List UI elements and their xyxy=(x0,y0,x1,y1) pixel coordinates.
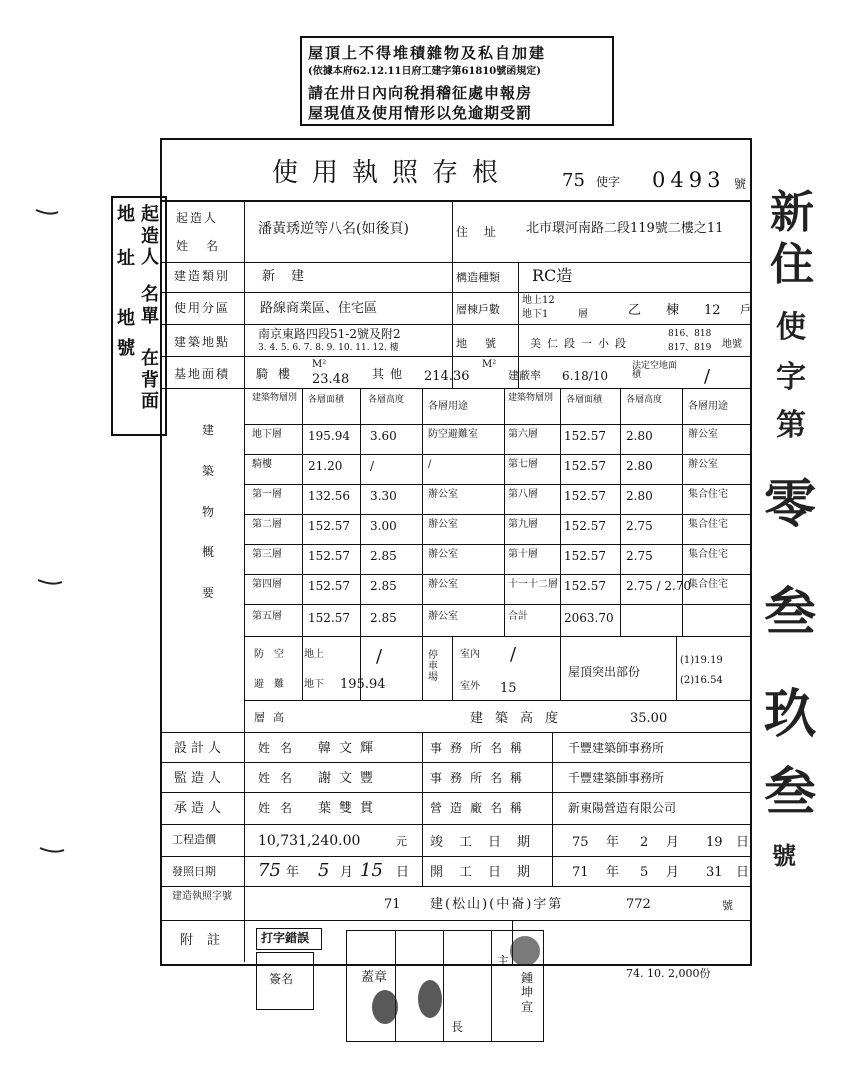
floor-name: 第七層 xyxy=(508,459,538,470)
side-left-1: 地 xyxy=(117,204,135,225)
lot-numbers-2: 817、819 xyxy=(668,343,712,353)
right-char-6: 零 xyxy=(764,474,817,535)
floor-height: 2.75 xyxy=(626,549,653,563)
permit-year: 75 xyxy=(562,170,585,191)
floor-use: 辦公室 xyxy=(428,549,458,560)
start-day-unit: 日 xyxy=(736,865,750,880)
permit-ref-number: 772 xyxy=(626,897,651,912)
col-height-left: 各層高度 xyxy=(368,395,405,405)
side-left-2: 址 xyxy=(117,248,135,269)
completion-month: 2 xyxy=(640,835,649,850)
applicant-label-a: 起造人 xyxy=(176,211,219,225)
floor-height: 2.85 xyxy=(370,611,397,625)
floor-height: 3.60 xyxy=(370,429,397,443)
col-use-left: 各層用途 xyxy=(428,401,468,412)
ink-smudge-2 xyxy=(418,980,442,1018)
floor-height: 2.80 xyxy=(626,429,653,443)
floor-area: 152.57 xyxy=(564,429,606,443)
floor-name: 合計 xyxy=(508,611,528,622)
cost-unit: 元 xyxy=(396,835,407,848)
floor-area: 152.57 xyxy=(564,549,606,563)
ink-smudge-3 xyxy=(510,936,540,966)
floor-use: 辦公室 xyxy=(428,611,458,622)
floor-use: 辦公室 xyxy=(688,429,718,440)
building-type-value: 新建 xyxy=(262,269,321,284)
side-col-1: 起造人 xyxy=(141,204,159,269)
permit-ref-suffix: 號 xyxy=(722,899,733,912)
floors-count-label: 層棟戶數 xyxy=(456,303,500,316)
total-height-label: 建築高度 xyxy=(470,711,571,726)
issue-year: 75 xyxy=(258,860,281,881)
floor-area: 152.57 xyxy=(564,489,606,503)
side-col-2: 名單 xyxy=(141,284,159,327)
address-label: 住址 xyxy=(456,225,513,239)
floor-height: 2.85 xyxy=(370,549,397,563)
right-char-2: 住 xyxy=(770,239,814,290)
permit-type: 使字 xyxy=(596,175,621,189)
notice-line-1: 屋頂上不得堆積雜物及私自加建 xyxy=(308,44,547,62)
person-office: 千豐建築師事務所 xyxy=(568,771,665,785)
floors-above: 地上12 xyxy=(522,295,555,306)
permit-number: 0493 xyxy=(652,168,726,192)
floor-name: 第二層 xyxy=(252,519,282,530)
person-office-label: 事務所名稱 xyxy=(430,771,531,785)
lot-suffix: 地號 xyxy=(722,339,742,350)
floor-height: 2.75 xyxy=(626,519,653,533)
lot-numbers-1: 816、818 xyxy=(668,329,712,339)
floor-name: 第五層 xyxy=(252,611,282,622)
print-run: 74. 10. 2,000份 xyxy=(626,967,711,980)
ink-smudge-1 xyxy=(372,990,398,1024)
shelter-label-1: 防空 xyxy=(254,649,294,660)
person-name: 韓文輝 xyxy=(318,741,382,756)
floor-use: 防空避難室 xyxy=(428,429,478,440)
permit-ref-text: 建(松山)(中崙)字第 xyxy=(430,897,564,912)
person-office: 千豐建築師事務所 xyxy=(568,741,665,755)
seal-block-text-2: 長 xyxy=(451,1020,464,1034)
remarks-label: 附註 xyxy=(180,933,235,948)
issue-month-unit: 月 xyxy=(340,865,354,880)
lot-district: 美仁段一小段 xyxy=(530,337,632,350)
person-office-label: 營造廠名稱 xyxy=(430,801,531,815)
shelter-below-value: 195.94 xyxy=(340,677,386,692)
floor-area: 2063.70 xyxy=(564,611,614,625)
total-height-value: 35.00 xyxy=(630,711,668,726)
floor-height: 2.80 xyxy=(626,489,653,503)
coverage-label: 建蔽率 xyxy=(508,369,541,382)
side-note xyxy=(111,196,167,436)
open-space-label: 法定空地面積 xyxy=(632,361,678,380)
floor-name: 第四層 xyxy=(252,579,282,590)
form-title: 使用執照存根 xyxy=(272,158,513,188)
col-area-left: 各層面積 xyxy=(308,395,345,405)
floor-use: / xyxy=(428,459,432,470)
arcade-area: 23.48 xyxy=(312,372,350,387)
parking-indoor-label: 室內 xyxy=(460,649,480,660)
floor-name: 騎樓 xyxy=(252,459,272,470)
right-char-7: 叁 xyxy=(764,582,817,643)
notice-line-4: 屋現值及使用情形以免逾期受罰 xyxy=(308,104,533,122)
col-floor-right: 建築物層別 xyxy=(508,393,554,403)
issue-date-label: 發照日期 xyxy=(172,865,216,878)
floor-height: 2.85 xyxy=(370,579,397,593)
floor-use: 辦公室 xyxy=(428,489,458,500)
applicant-label-b: 姓名 xyxy=(176,239,237,253)
person-role: 監造人 xyxy=(174,771,226,786)
unit-label: 戶 xyxy=(740,303,751,316)
other-unit: M² xyxy=(482,359,497,370)
lot-label: 地號 xyxy=(456,337,514,350)
floor-unit: 層 xyxy=(578,309,588,320)
start-year: 71 xyxy=(572,865,589,880)
seal-block-text-4: 鍾坤宣 xyxy=(521,971,534,1014)
col-use-right: 各層用途 xyxy=(688,401,728,412)
start-month-unit: 月 xyxy=(666,865,680,880)
completion-label: 竣工日期 xyxy=(430,835,547,850)
col-floor-left: 建築物層別 xyxy=(252,393,298,403)
col-height-right: 各層高度 xyxy=(626,395,663,405)
floor-name: 第三層 xyxy=(252,549,282,560)
start-month: 5 xyxy=(640,865,649,880)
right-char-4: 字 xyxy=(776,360,806,395)
side-col-3: 在背面 xyxy=(141,348,159,413)
floors-section-label: 建築物概要 xyxy=(202,423,215,601)
floor-area: 152.57 xyxy=(564,519,606,533)
side-left-4: 號 xyxy=(117,338,135,359)
parking-indoor-value: / xyxy=(510,644,517,665)
floor-height: 3.30 xyxy=(370,489,397,503)
right-char-10: 號 xyxy=(772,841,796,870)
shelter-label-2: 避難 xyxy=(254,679,294,690)
roof-value-2: (2)16.54 xyxy=(680,675,723,686)
applicant-name: 潘黃琇逆等八名(如後頁) xyxy=(258,221,409,237)
right-char-1: 新 xyxy=(770,187,814,238)
permit-label: 建造執照字號 xyxy=(172,891,232,902)
floor-area: 152.57 xyxy=(308,611,350,625)
parking-outdoor-label: 室外 xyxy=(460,681,480,692)
floor-use: 集合住宅 xyxy=(688,519,728,530)
building-unit: 棟 xyxy=(666,303,680,318)
floor-name: 第十層 xyxy=(508,549,538,560)
permit-suffix: 號 xyxy=(734,177,747,191)
floors-below: 地下1 xyxy=(522,309,549,320)
shelter-above-value: / xyxy=(376,646,383,667)
coverage-value: 6.18/10 xyxy=(562,369,609,383)
floor-height-label: 層高 xyxy=(254,711,292,724)
remarks-stamp-text: 打字錯誤 xyxy=(261,931,310,945)
shelter-above-label: 地上 xyxy=(304,649,324,660)
floor-area: 152.57 xyxy=(564,459,606,473)
site-sub: 3. 4. 5. 6. 7. 8. 9. 10. 11. 12. 樓 xyxy=(258,343,399,353)
person-role: 設計人 xyxy=(174,741,226,756)
col-area-right: 各層面積 xyxy=(566,395,603,405)
floor-name: 第一層 xyxy=(252,489,282,500)
cost-label: 工程造價 xyxy=(172,833,216,846)
building-type-label: 建造類別 xyxy=(174,269,231,283)
floor-area: 152.57 xyxy=(308,579,350,593)
completion-year-unit: 年 xyxy=(606,835,620,850)
person-name-label: 姓名 xyxy=(258,771,303,785)
remarks-stamp xyxy=(256,928,322,950)
person-name: 謝文豐 xyxy=(318,771,382,786)
notice-line-3: 請在卅日內向稅捐稽征處申報房 xyxy=(308,84,533,102)
floor-use: 集合住宅 xyxy=(688,549,728,560)
applicant-address: 北市環河南路二段119號二樓之11 xyxy=(526,221,724,236)
structure-value: RC造 xyxy=(532,266,573,285)
right-char-9: 叁 xyxy=(764,762,817,823)
floor-area: 152.57 xyxy=(564,579,606,593)
floor-area: 152.57 xyxy=(308,519,350,533)
floor-use: 辦公室 xyxy=(428,579,458,590)
parking-label: 停車場 xyxy=(428,650,438,683)
person-office-label: 事務所名稱 xyxy=(430,741,531,755)
person-role: 承造人 xyxy=(174,801,226,816)
floor-use: 集合住宅 xyxy=(688,489,728,500)
floor-area: 152.57 xyxy=(308,549,350,563)
person-name-label: 姓名 xyxy=(258,741,303,755)
start-day: 31 xyxy=(706,865,723,880)
seal-block-text-3: 主 xyxy=(497,954,510,968)
floor-name: 第九層 xyxy=(508,519,538,530)
arcade-label: 騎樓 xyxy=(256,367,301,381)
site-label: 建築地點 xyxy=(174,335,231,349)
site-location: 南京東路四段51-2號及附2 xyxy=(258,327,401,341)
right-char-3: 使 xyxy=(776,310,806,345)
floor-height: 2.80 xyxy=(626,459,653,473)
completion-day-unit: 日 xyxy=(736,835,750,850)
floor-area: 21.20 xyxy=(308,459,343,473)
unit-count: 12 xyxy=(704,303,721,318)
floor-use: 辦公室 xyxy=(428,519,458,530)
permit-ref-year: 71 xyxy=(384,897,401,912)
completion-year: 75 xyxy=(572,835,589,850)
completion-month-unit: 月 xyxy=(666,835,680,850)
open-space-value: / xyxy=(704,366,711,387)
floor-name: 第六層 xyxy=(508,429,538,440)
floor-height: 2.75 / 2.70 xyxy=(626,579,692,593)
parking-outdoor-value: 15 xyxy=(500,681,517,696)
zoning-label: 使用分區 xyxy=(174,301,231,315)
building-count: 乙 xyxy=(628,303,642,318)
right-char-5: 第 xyxy=(776,408,806,443)
floor-name: 地下層 xyxy=(252,429,282,440)
shelter-below-label: 地下 xyxy=(304,679,324,690)
side-left-3: 地 xyxy=(117,308,135,329)
person-name-label: 姓名 xyxy=(258,801,303,815)
other-label: 其他 xyxy=(372,367,409,381)
floor-use: 辦公室 xyxy=(688,459,718,470)
issue-day: 15 xyxy=(360,860,383,881)
completion-day: 19 xyxy=(706,835,723,850)
floor-height: 3.00 xyxy=(370,519,397,533)
notice-stamp xyxy=(300,36,614,126)
signature-stamp-1-text: 簽名 xyxy=(269,972,294,986)
notice-line-2: (依據本府62.12.11日府工建字第61810號函規定) xyxy=(308,66,541,77)
floor-area: 132.56 xyxy=(308,489,350,503)
start-date-label: 開工日期 xyxy=(430,865,547,880)
margin-marks xyxy=(20,200,80,900)
floor-name: 第八層 xyxy=(508,489,538,500)
roof-value-1: (1)19.19 xyxy=(680,655,723,666)
arcade-unit: M² xyxy=(312,359,327,370)
cost-value: 10,731,240.00 xyxy=(258,833,361,849)
roof-label: 屋頂突出部份 xyxy=(568,665,641,679)
issue-day-unit: 日 xyxy=(396,865,410,880)
zoning-value: 路線商業區、住宅區 xyxy=(260,301,378,316)
floor-area: 195.94 xyxy=(308,429,350,443)
floor-height: / xyxy=(370,459,375,473)
structure-label: 構造種類 xyxy=(456,271,500,284)
seal-block-text-1: 蓋章 xyxy=(361,970,388,985)
base-area-label: 基地面積 xyxy=(174,367,231,381)
floor-use: 集合住宅 xyxy=(688,579,728,590)
person-office: 新東陽營造有限公司 xyxy=(568,801,677,815)
issue-year-unit: 年 xyxy=(286,865,300,880)
person-name: 葉雙貫 xyxy=(318,801,382,816)
issue-month: 5 xyxy=(318,860,330,881)
floor-name: 十一十二層 xyxy=(508,579,558,590)
right-char-8: 玖 xyxy=(764,684,817,745)
start-year-unit: 年 xyxy=(606,865,620,880)
signature-stamp-1 xyxy=(256,952,314,1010)
other-area: 214.36 xyxy=(424,369,470,384)
